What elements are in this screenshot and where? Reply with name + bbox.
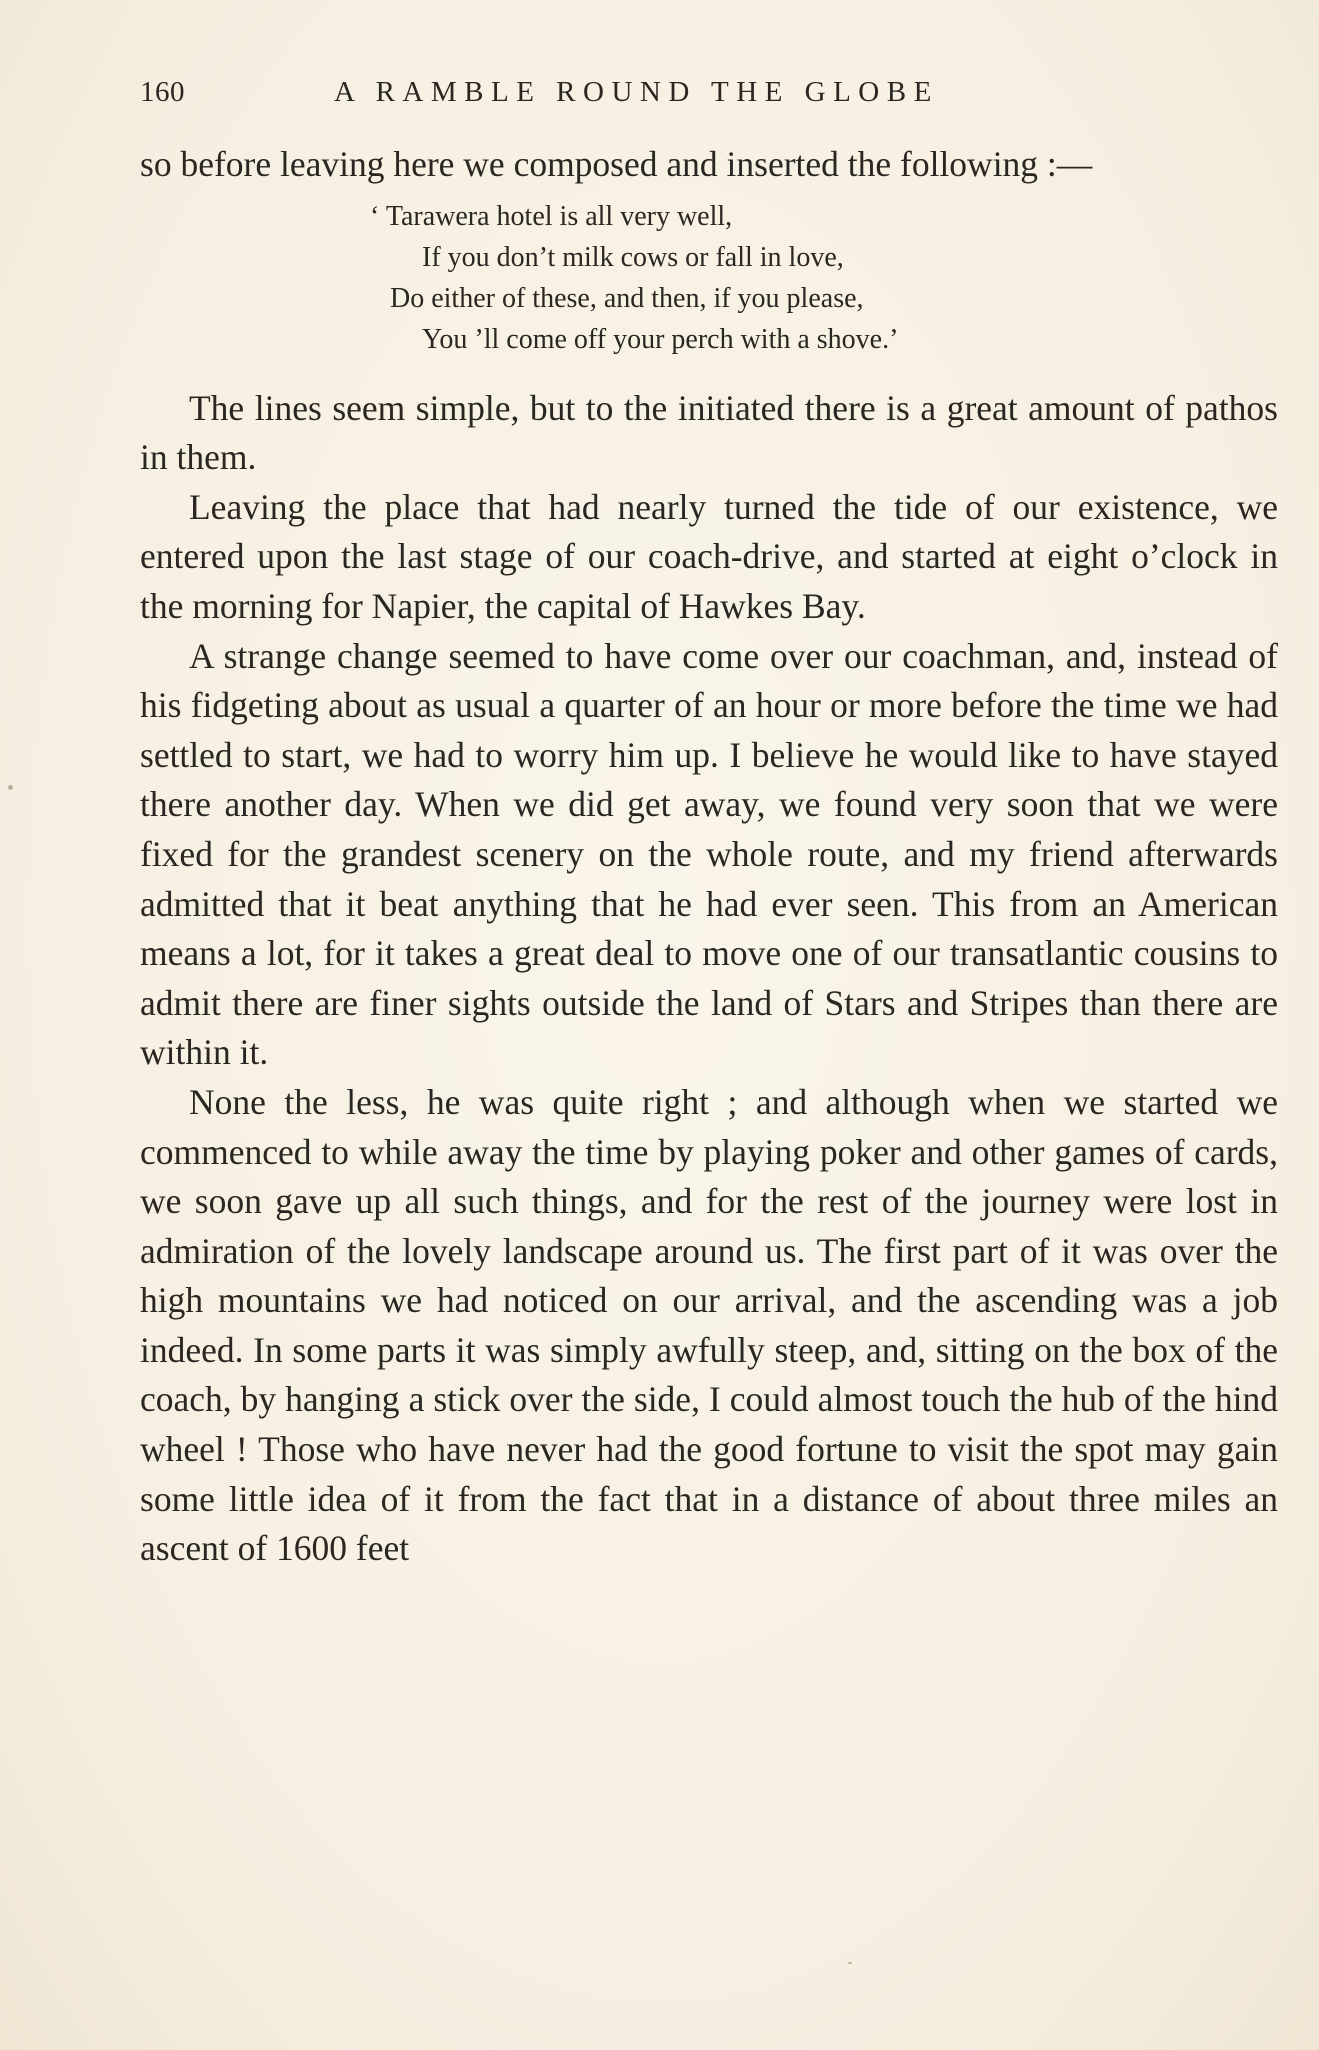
body-text bbox=[140, 140, 1278, 1574]
opening-paragraph: so before leaving here we composed and inserted the following :— bbox=[140, 144, 1093, 184]
running-title: A RAMBLE ROUND THE GLOBE bbox=[334, 76, 939, 108]
verse-line: ‘ Tarawera hotel is all very well, bbox=[370, 200, 733, 232]
paper-speck bbox=[848, 1962, 852, 1964]
page-header bbox=[140, 76, 1170, 116]
paragraph: The lines seem simple, but to the initiated there is a great amount of pathos in them. bbox=[140, 387, 1278, 478]
verse-line: Do either of these, and then, if you please, bbox=[390, 282, 864, 314]
verse-line: You ’ll come off your perch with a shove.’ bbox=[422, 323, 899, 355]
verse-block bbox=[140, 196, 1278, 360]
paragraph: None the less, he was quite right ; and although when we started we commenced to while away the time by playing poker and other games of cards, we soon gave up all such things, and for the rest of the journey were lost in admiration of the lovely landscape around us. The first part of it was over the high mountains we had noticed on our arrival, and the ascending was a job indeed. In some parts it was simply awfully steep, and, sitting on the box of the coach, by hanging a stick over the side, I could almost touch the hub of the hind wheel ! Those who have never had the good fortune to visit the spot may gain some little idea of it from the fact that in a distance of about three miles an ascent of 1600 feet bbox=[140, 1081, 1278, 1569]
paper-speck bbox=[8, 785, 13, 790]
paragraph: A strange change seemed to have come over our coachman, and, instead of his fidgeting about as usual a quarter of an hour or more before the time we had settled to start, we had to worry him up. I believe he would like to have stayed there another day. When we did get away, we found very soon that we were fixed for the grandest scenery on the whole route, and my friend afterwards admitted that it beat anything that he had ever seen. This from an American means a lot, for it takes a great deal to move one of our transatlantic cousins to admit there are finer sights outside the land of Stars and Stripes than there are within it. bbox=[140, 635, 1278, 1073]
paragraph: Leaving the place that had nearly turned the tide of our existence, we entered upon the last stage of our coach-drive, and started at eight o’clock in the morning for Napier, the capital of Hawkes Bay. bbox=[140, 486, 1278, 626]
verse-line: If you don’t milk cows or fall in love, bbox=[422, 241, 844, 273]
page-number: 160 bbox=[140, 76, 185, 108]
